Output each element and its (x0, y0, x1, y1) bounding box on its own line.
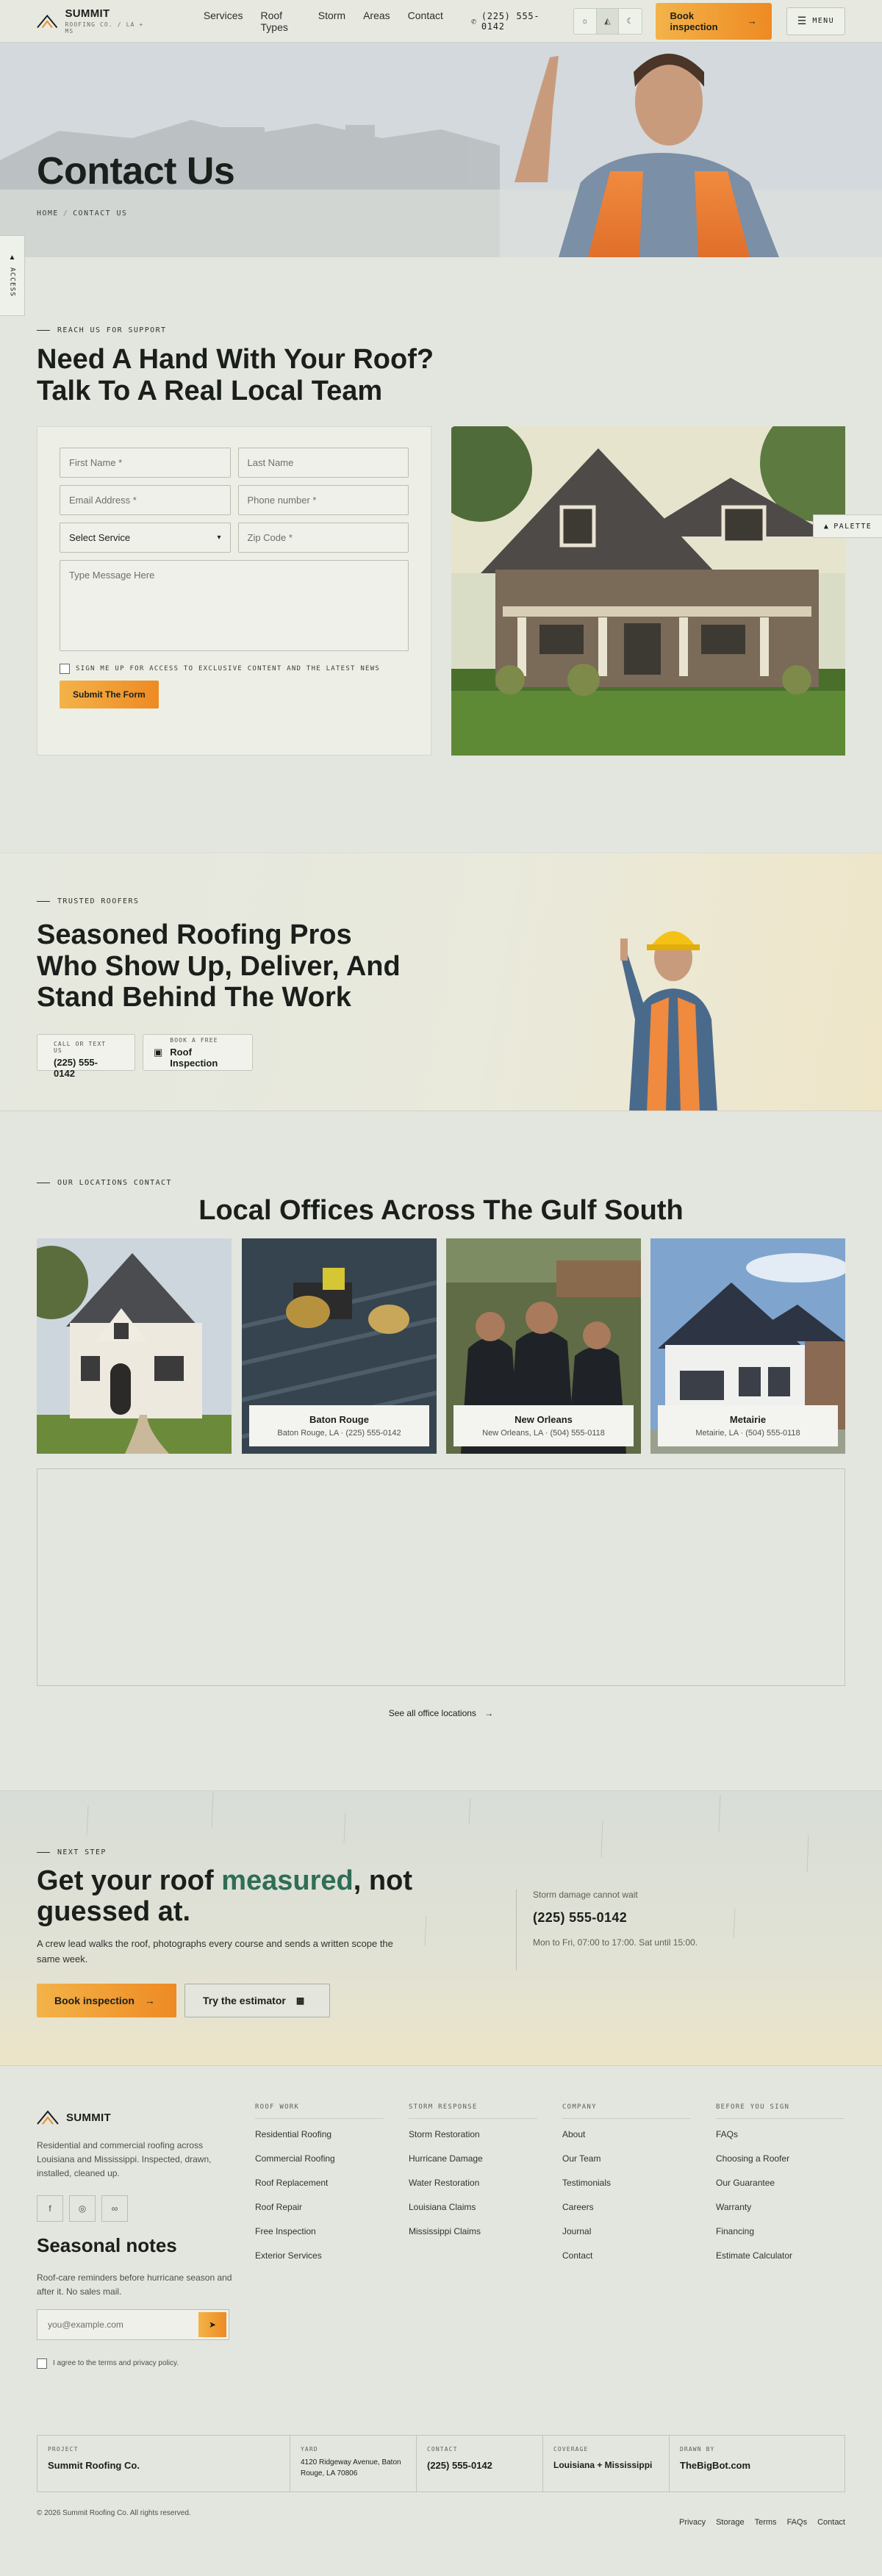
breadcrumb: HOME / CONTACT US (37, 209, 128, 218)
email-field[interactable]: Email Address * (60, 485, 231, 515)
accessibility-label: ACCESS (8, 268, 16, 298)
footer-link[interactable]: Residential Roofing (255, 2129, 332, 2139)
footer-brand-name: SUMMIT (66, 2111, 111, 2124)
locations-eyebrow: OUR LOCATIONS CONTACT (37, 1179, 172, 1187)
footer-link[interactable]: Contact (562, 2250, 593, 2261)
footer-column-title: BEFORE YOU SIGN (716, 2103, 845, 2119)
footer-brand[interactable] (37, 2109, 111, 2125)
first-name-field[interactable]: First Name * (60, 448, 231, 478)
location-address: Metairie, LA · (504) 555-0118 (695, 1429, 800, 1438)
footer-link[interactable]: Journal (562, 2226, 592, 2236)
legal-link[interactable]: Contact (817, 2518, 845, 2527)
service-select[interactable] (60, 523, 231, 553)
main-nav (204, 10, 443, 33)
book-free-value: Roof Inspection (170, 1046, 218, 1069)
trusted-heading: Seasoned Roofing Pros Who Show Up, Deliver, And Stand Behind The Work (37, 919, 401, 1013)
storm-note: Storm damage cannot wait (533, 1890, 638, 1900)
next-step-body: A crew lead walks the roof, photographs every course and sends a written scope the same week. (37, 1938, 393, 1965)
roofer-worker-photo (614, 909, 732, 1111)
house-photo (451, 426, 845, 756)
dark-theme-icon[interactable]: ☾ (619, 9, 641, 34)
see-all-label: See all office locations (388, 1708, 476, 1718)
footer-link[interactable]: Commercial Roofing (255, 2153, 335, 2164)
legal-link[interactable]: Terms (754, 2518, 777, 2527)
footer-link[interactable]: Free Inspection (255, 2226, 316, 2236)
location-address: New Orleans, LA · (504) 555-0118 (482, 1429, 605, 1438)
office-map[interactable] (37, 1468, 845, 1686)
meta-key: YARD (301, 2446, 318, 2453)
accessibility-tab[interactable] (0, 235, 25, 316)
theme-toggle-group (573, 8, 642, 35)
white-house-photo (37, 1238, 232, 1454)
nav-storm[interactable]: Storm (318, 9, 346, 21)
meta-yard (290, 2436, 417, 2491)
trusted-eyebrow: TRUSTED ROOFERS (37, 897, 139, 905)
auto-theme-icon[interactable]: ◭ (597, 9, 619, 34)
footer-link[interactable]: Warranty (716, 2202, 752, 2212)
meta-value: 4120 Ridgeway Avenue, Baton Rouge, LA 70806 (301, 2458, 401, 2478)
nav-roof-types[interactable]: Roof Types (260, 9, 288, 33)
meta-contact (417, 2436, 543, 2491)
chevron-up-icon: ▲ (8, 254, 16, 262)
roof-logo-icon (37, 13, 57, 29)
project-meta-bar (37, 2435, 845, 2492)
header-phone: (225) 555-0142 (481, 10, 540, 32)
last-name-field[interactable]: Last Name (238, 448, 409, 478)
light-theme-icon[interactable]: ☼ (574, 9, 596, 34)
see-all-locations-link[interactable] (0, 1708, 882, 1718)
meta-project (37, 2436, 290, 2491)
submit-form-button[interactable]: Submit The Form (60, 681, 159, 708)
location-card-baton-rouge[interactable] (242, 1238, 437, 1454)
meta-value: Summit Roofing Co. (48, 2460, 140, 2471)
footer-link[interactable]: Roof Repair (255, 2202, 303, 2212)
book-free-key: BOOK A FREE (170, 1036, 218, 1044)
hamburger-icon: ☰ (797, 15, 807, 27)
legal-link[interactable]: FAQs (786, 2518, 808, 2527)
location-card-metairie[interactable] (650, 1238, 845, 1454)
location-card-new-orleans[interactable] (446, 1238, 641, 1454)
facebook-icon[interactable]: f (37, 2195, 63, 2222)
next-heading-highlight: measured (221, 1865, 354, 1896)
brand-tagline: ROOFING CO. / LA + MS (65, 21, 144, 35)
menu-label: MENU (812, 17, 834, 25)
footer-description: Residential and commercial roofing across Louisiana and Mississippi. Inspected, drawn, installed, cleaned up. (37, 2140, 212, 2179)
contact-eyebrow: REACH US FOR SUPPORT (37, 326, 166, 334)
page-title: Contact Us (37, 150, 235, 193)
nav-areas[interactable]: Areas (363, 9, 390, 21)
newsletter-email-input[interactable] (37, 2309, 229, 2340)
palette-icon: ▲ (823, 522, 830, 531)
hero-banner (0, 43, 882, 257)
terms-checkbox[interactable] (37, 2358, 47, 2369)
book-inspection-label: Book inspection (670, 10, 718, 32)
footer-link[interactable]: Storm Restoration (409, 2129, 480, 2139)
meta-value[interactable]: TheBigBot.com (680, 2460, 751, 2471)
call-us-value: (225) 555-0142 (54, 1057, 98, 1079)
menu-button[interactable] (786, 7, 845, 35)
footer-link[interactable]: Exterior Services (255, 2250, 322, 2261)
nav-services[interactable]: Services (203, 9, 243, 21)
nav-contact[interactable]: Contact (407, 9, 443, 21)
footer-link[interactable]: About (562, 2129, 586, 2139)
footer-link[interactable]: Careers (562, 2202, 594, 2212)
meta-key: COVERAGE (553, 2446, 589, 2453)
footer-link[interactable]: Financing (716, 2226, 755, 2236)
zip-code-field[interactable]: Zip Code * (238, 523, 409, 553)
meta-value: Louisiana + Mississippi (553, 2460, 653, 2470)
footer-link[interactable]: Mississippi Claims (409, 2226, 481, 2236)
footer-link[interactable]: Our Team (562, 2153, 601, 2164)
arrow-right-icon: → (484, 1708, 494, 1718)
meta-coverage (543, 2436, 670, 2491)
footer-column-title: ROOF WORK (255, 2103, 384, 2119)
chevron-down-icon: ▾ (217, 534, 221, 542)
storm-phone[interactable]: (225) 555-0142 (533, 1910, 628, 1925)
rain-texture (0, 1791, 882, 2066)
contact-form (37, 426, 431, 756)
footer-link[interactable]: Hurricane Damage (409, 2153, 483, 2164)
footer-link[interactable]: Estimate Calculator (716, 2250, 793, 2261)
send-icon[interactable]: ➤ (198, 2312, 226, 2337)
signup-checkbox[interactable] (60, 664, 70, 674)
location-label-baton-rouge (249, 1405, 429, 1446)
locations-heading: Local Offices Across The Gulf South (198, 1195, 684, 1226)
next-step-eyebrow: NEXT STEP (37, 1848, 107, 1856)
footer-link[interactable]: Choosing a Roofer (716, 2153, 790, 2164)
breadcrumb-home[interactable]: HOME (37, 209, 59, 218)
footer-link[interactable]: Louisiana Claims (409, 2202, 476, 2212)
call-us-key: CALL OR TEXT US (54, 1041, 107, 1054)
book-inspection-button[interactable] (656, 3, 772, 40)
storm-contact-panel (516, 1890, 698, 1970)
contact-heading: Need A Hand With Your Roof? Talk To A Real Local Team (37, 344, 434, 406)
meta-key: DRAWN BY (680, 2446, 715, 2453)
legal-link[interactable]: Privacy (679, 2518, 706, 2527)
calculator-icon: ▦ (295, 1995, 305, 2006)
meta-drawn-by (670, 2436, 845, 2491)
legal-links (679, 2518, 845, 2527)
footer-column-title: STORM RESPONSE (409, 2103, 537, 2119)
book-free-inspection-button[interactable] (143, 1034, 253, 1071)
footer-link[interactable]: FAQs (716, 2129, 739, 2139)
try-estimator-button[interactable] (184, 1984, 330, 2017)
social-links (37, 2195, 128, 2222)
palette-tab[interactable] (813, 514, 882, 538)
footer-link[interactable]: Testimonials (562, 2178, 612, 2188)
arrow-right-icon: → (144, 1995, 155, 2006)
office-hours: Mon to Fri, 07:00 to 17:00. Sat until 15:00. (533, 1937, 698, 1948)
estimator-label: Try the estimator (203, 1995, 286, 2006)
palette-label: PALETTE (833, 522, 872, 531)
footer-column-company (562, 2103, 691, 2275)
next-step-section (0, 1790, 882, 2066)
location-card-featured[interactable] (37, 1238, 232, 1454)
next-heading-part-b: , not guessed at. (37, 1865, 412, 1927)
instagram-icon[interactable]: ◎ (69, 2195, 96, 2222)
location-name: New Orleans (514, 1414, 573, 1425)
next-step-heading (37, 1866, 448, 1928)
trusted-section (0, 853, 882, 1111)
site-header (0, 0, 882, 43)
newsletter-placeholder: you@example.com (48, 2320, 123, 2330)
arrow-right-icon: → (747, 15, 757, 26)
meta-key: CONTACT (427, 2446, 458, 2453)
meta-key: PROJECT (48, 2446, 79, 2453)
terms-label: I agree to the terms and privacy policy. (53, 2359, 179, 2367)
brand-logo[interactable] (37, 7, 152, 35)
header-phone-link[interactable] (471, 11, 559, 32)
copyright: © 2026 Summit Roofing Co. All rights reserved. (37, 2509, 191, 2517)
seasonal-notes-desc: Roof-care reminders before hurricane season and after it. No sales mail. (37, 2272, 232, 2297)
brand-name: SUMMIT (65, 7, 110, 20)
location-name: Baton Rouge (309, 1414, 369, 1425)
phone-icon: ✆ (470, 15, 477, 26)
legal-link[interactable]: Storage (716, 2518, 745, 2527)
service-select-value: Select Service (69, 532, 131, 543)
next-heading-part-a: Get your roof (37, 1865, 222, 1896)
meta-value[interactable]: (225) 555-0142 (427, 2460, 492, 2471)
next-book-inspection-button[interactable] (37, 1984, 176, 2017)
footer-column-before-you-sign (716, 2103, 845, 2275)
terms-consent (37, 2358, 179, 2369)
seasonal-notes-title: Seasonal notes (37, 2234, 177, 2256)
message-textarea[interactable]: Type Message Here (60, 560, 409, 651)
signup-label: SIGN ME UP FOR ACCESS TO EXCLUSIVE CONTENT AND THE LATEST NEWS (76, 665, 381, 672)
phone-field[interactable]: Phone number * (238, 485, 409, 515)
next-book-label: Book inspection (54, 1995, 135, 2006)
location-address: Baton Rouge, LA · (225) 555-0142 (277, 1429, 401, 1438)
footer-link[interactable]: Water Restoration (409, 2178, 480, 2188)
footer-link[interactable]: Our Guarantee (716, 2178, 775, 2188)
location-label-new-orleans (453, 1405, 634, 1446)
breadcrumb-current: CONTACT US (73, 209, 128, 218)
footer-column-storm-response (409, 2103, 537, 2250)
footer-column-title: COMPANY (562, 2103, 691, 2119)
link-icon[interactable]: ∞ (101, 2195, 128, 2222)
call-us-button[interactable] (37, 1034, 135, 1079)
location-name: Metairie (729, 1414, 767, 1425)
footer-link[interactable]: Roof Replacement (255, 2178, 329, 2188)
footer-column-roof-work (255, 2103, 384, 2275)
location-label-metairie (658, 1405, 838, 1446)
roof-logo-icon (37, 2109, 59, 2125)
calendar-icon: ▣ (154, 1047, 163, 1058)
